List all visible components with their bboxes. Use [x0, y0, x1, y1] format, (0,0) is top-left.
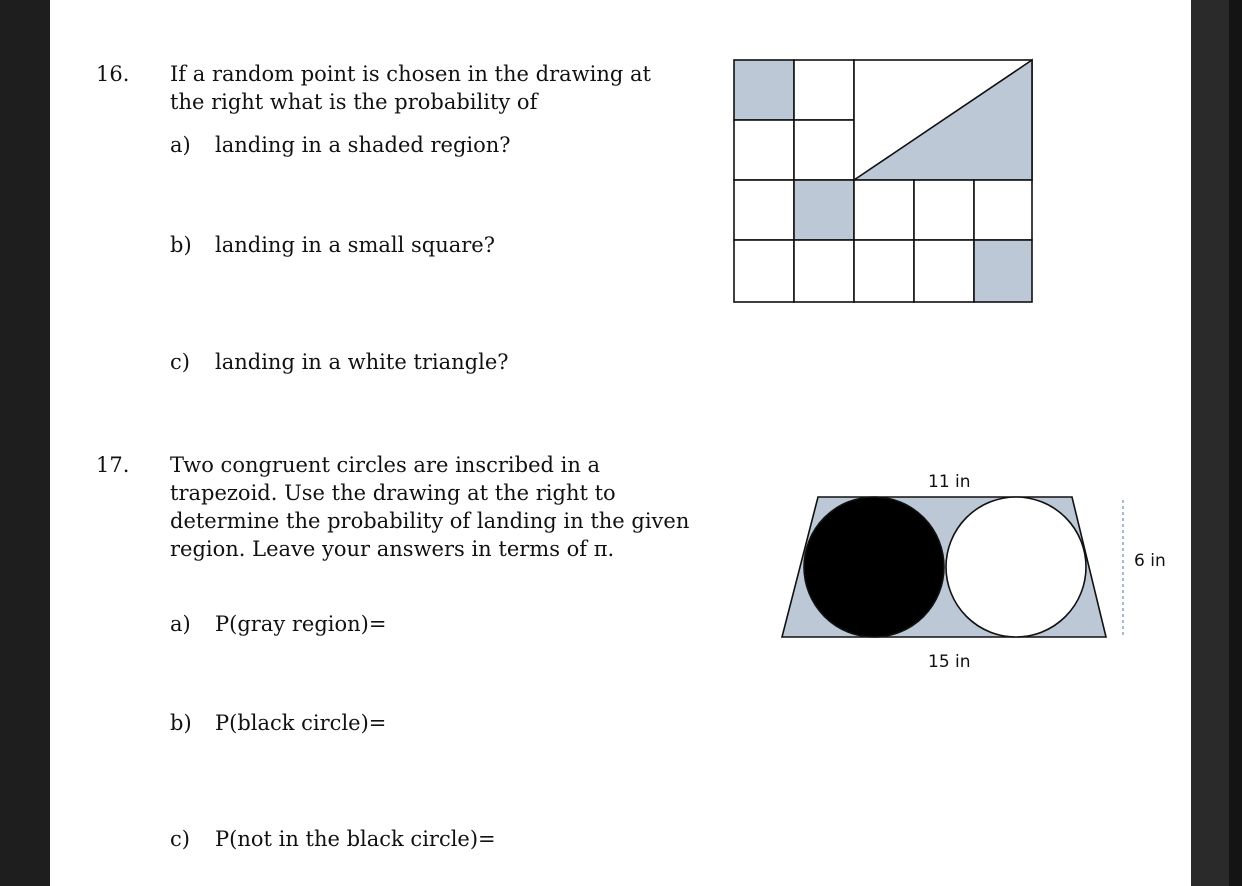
grid-square-r4c4 — [914, 240, 974, 302]
grid-square-r3c1 — [734, 180, 794, 240]
top-base-label: 11 in — [928, 472, 971, 492]
bottom-base-label: 15 in — [928, 652, 971, 672]
q17-prompt-line-3: determine the probability of landing in the given — [170, 509, 690, 533]
q17-part-a-text: P(gray region)= — [215, 612, 387, 636]
grid-square-r2c1 — [734, 120, 794, 180]
grid-square-r3c5 — [974, 180, 1032, 240]
q17-trapezoid-figure — [770, 460, 1190, 680]
q17-prompt-line-2: trapezoid. Use the drawing at the right to — [170, 481, 616, 505]
grid-square-r4c1 — [734, 240, 794, 302]
scrollbar-track[interactable] — [1229, 0, 1242, 886]
q16-part-c-label: c) — [170, 350, 190, 374]
grid-square-r1c1-shaded — [734, 60, 794, 120]
grid-square-r4c3 — [854, 240, 914, 302]
q17-part-c-text: P(not in the black circle)= — [215, 827, 496, 851]
grid-square-r2c2 — [794, 120, 854, 180]
q16-part-b-label: b) — [170, 233, 192, 257]
q16-part-b-text: landing in a small square? — [215, 233, 495, 257]
q17-part-b-text: P(black circle)= — [215, 711, 387, 735]
grid-square-r3c4 — [914, 180, 974, 240]
q16-part-c-text: landing in a white triangle? — [215, 350, 509, 374]
grid-square-r4c2 — [794, 240, 854, 302]
q17-part-c-label: c) — [170, 827, 190, 851]
q17-part-a-label: a) — [170, 612, 191, 636]
height-label: 6 in — [1134, 551, 1166, 571]
black-circle — [804, 497, 944, 637]
grid-square-r3c3 — [854, 180, 914, 240]
q16-prompt-line-2: the right what is the probability of — [170, 90, 538, 114]
q16-prompt-line-1: If a random point is chosen in the drawing at — [170, 62, 651, 86]
q17-prompt-line-1: Two congruent circles are inscribed in a — [170, 453, 601, 477]
q17-part-b-label: b) — [170, 711, 192, 735]
grid-square-r4c5-shaded — [974, 240, 1032, 302]
q17-prompt-line-4: region. Leave your answers in terms of π. — [170, 537, 615, 561]
q16-part-a-label: a) — [170, 133, 191, 157]
white-circle — [946, 497, 1086, 637]
q16-part-a-text: landing in a shaded region? — [215, 133, 511, 157]
grid-square-r3c2-shaded — [794, 180, 854, 240]
q17-number: 17. — [96, 453, 130, 477]
q16-grid-figure — [730, 56, 1036, 306]
q16-number: 16. — [96, 62, 130, 86]
grid-square-r1c2 — [794, 60, 854, 120]
